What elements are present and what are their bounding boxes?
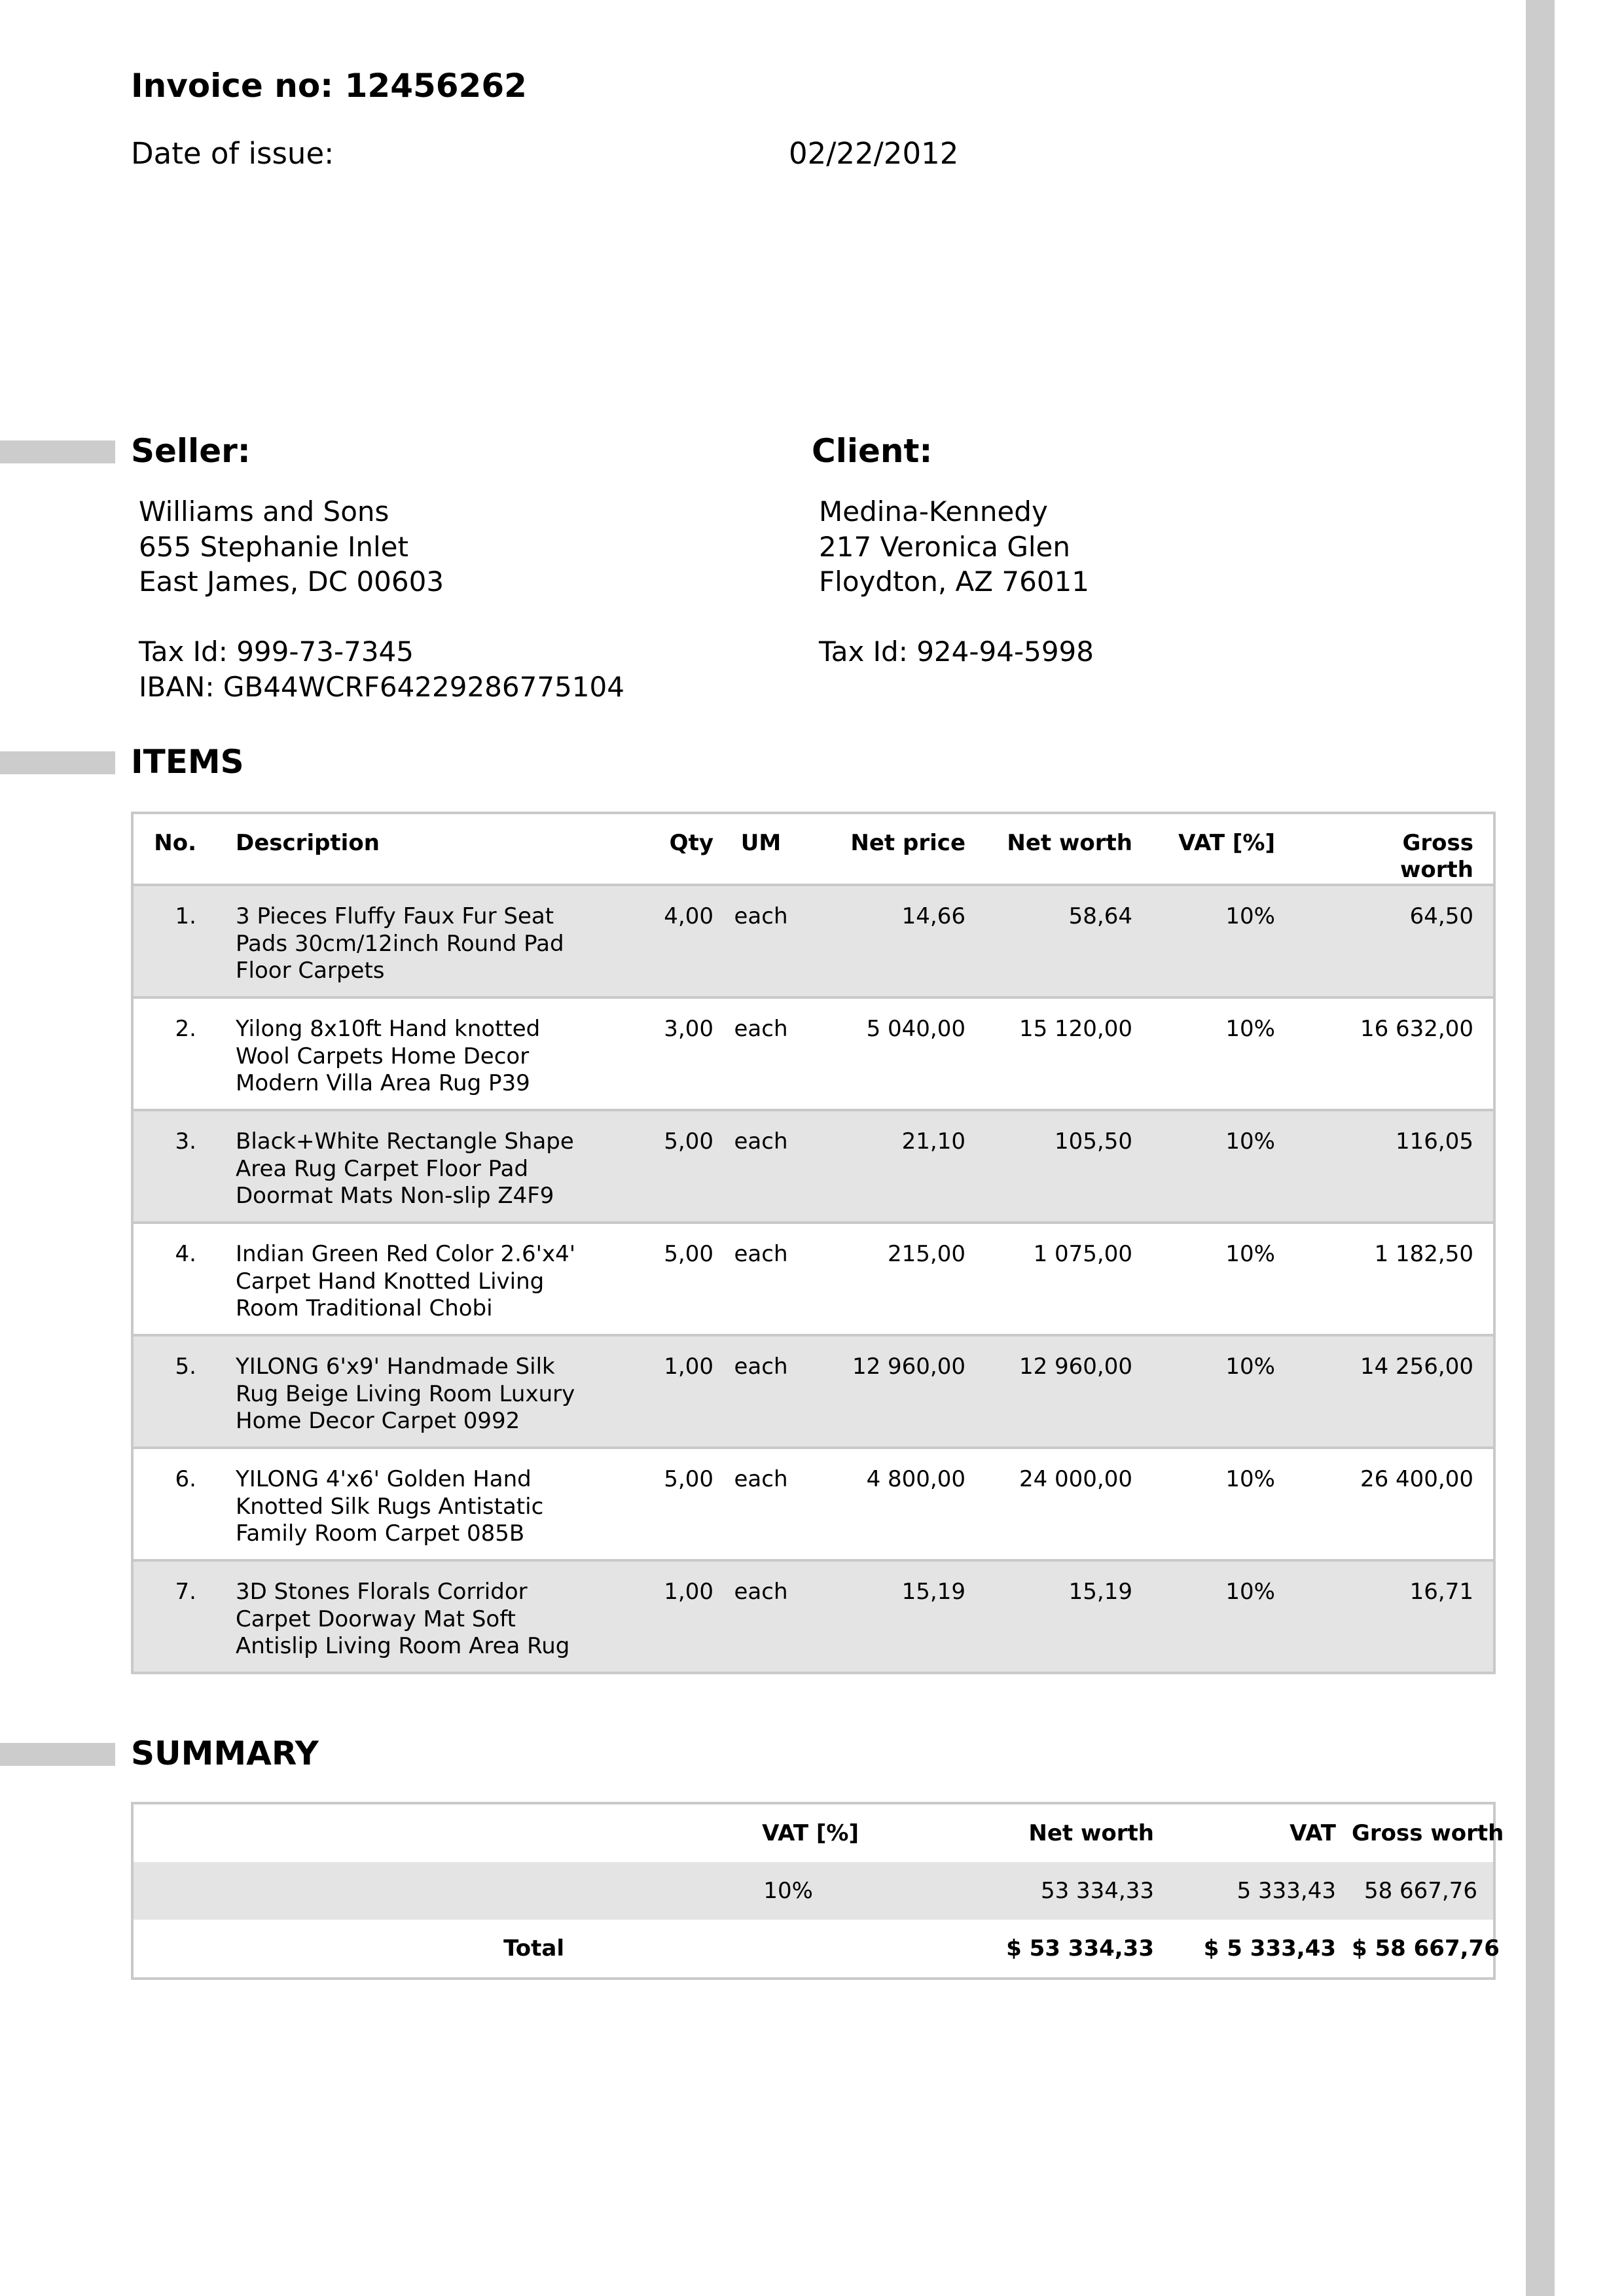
item-qty: 5,00: [664, 1241, 713, 1267]
client-name: Medina-Kennedy: [819, 495, 1048, 528]
summary-net-worth: 53 334,33: [1040, 1878, 1154, 1904]
item-description-line: Carpet Hand Knotted Living: [236, 1268, 545, 1295]
item-gross-worth: 14 256,00: [1360, 1354, 1473, 1380]
col-header-net-worth: Net worth: [1007, 830, 1132, 856]
item-net-price: 21,10: [901, 1128, 965, 1155]
item-vat: 10%: [1225, 1016, 1275, 1042]
summary-col-vat: VAT: [1290, 1820, 1336, 1846]
item-description-line: YILONG 4'x6' Golden Hand: [236, 1466, 532, 1492]
item-description-line: 3 Pieces Fluffy Faux Fur Seat: [236, 903, 554, 929]
item-net-worth: 58,64: [1068, 903, 1132, 929]
item-gross-worth: 1 182,50: [1374, 1241, 1473, 1267]
item-description: [216, 1110, 622, 1223]
item-vat: 10%: [1225, 903, 1275, 929]
item-vat: 10%: [1225, 1579, 1275, 1605]
item-description-line: Antislip Living Room Area Rug: [236, 1633, 570, 1659]
item-no: 7.: [175, 1579, 196, 1605]
item-vat: 10%: [1225, 1241, 1275, 1267]
client-address-line1: 217 Veronica Glen: [819, 530, 1071, 563]
item-description-line: 3D Stones Florals Corridor: [236, 1579, 528, 1605]
col-header-qty: Qty: [669, 830, 713, 856]
item-net-price: 15,19: [901, 1579, 965, 1605]
table-row: [132, 1560, 1494, 1673]
item-description-line: Black+White Rectangle Shape: [236, 1128, 574, 1155]
item-net-worth: 15 120,00: [1019, 1016, 1132, 1042]
item-net-price: 4 800,00: [866, 1466, 965, 1492]
item-no: 5.: [175, 1354, 196, 1380]
summary-vat: 5 333,43: [1236, 1878, 1336, 1904]
summary-total-gross-worth: $ 58 667,76: [1352, 1935, 1500, 1962]
items-heading: ITEMS: [131, 743, 244, 781]
item-description-line: Yilong 8x10ft Hand knotted: [236, 1016, 541, 1042]
table-row: [132, 1110, 1494, 1223]
item-net-worth: 24 000,00: [1019, 1466, 1132, 1492]
item-gross-worth: 64,50: [1409, 903, 1473, 929]
item-no: 2.: [175, 1016, 196, 1042]
summary-col-net-worth: Net worth: [1028, 1820, 1154, 1846]
table-row: [132, 1448, 1494, 1560]
items-section-marker: [0, 751, 115, 774]
item-description-line: Modern Villa Area Rug P39: [236, 1070, 530, 1096]
item-vat: 10%: [1225, 1128, 1275, 1155]
item-vat: 10%: [1225, 1466, 1275, 1492]
summary-gross-worth: 58 667,76: [1363, 1878, 1477, 1904]
item-qty: 1,00: [664, 1354, 713, 1380]
item-um: each: [734, 1128, 788, 1155]
col-header-gross-line2: worth: [1400, 857, 1473, 883]
item-vat: 10%: [1225, 1354, 1275, 1380]
items-table: [131, 812, 1496, 1674]
item-qty: 5,00: [664, 1128, 713, 1155]
item-description-line: Knotted Silk Rugs Antistatic: [236, 1493, 544, 1520]
summary-total-vat: $ 5 333,43: [1203, 1935, 1336, 1962]
item-qty: 3,00: [664, 1016, 713, 1042]
item-um: each: [734, 1466, 788, 1492]
seller-section-marker: [0, 440, 115, 463]
col-header-no: No.: [154, 830, 196, 856]
item-gross-worth: 26 400,00: [1360, 1466, 1473, 1492]
client-address-line2: Floydton, AZ 76011: [819, 565, 1089, 598]
item-net-worth: 15,19: [1068, 1579, 1132, 1605]
summary-col-gross-worth: Gross worth: [1352, 1820, 1504, 1846]
item-net-worth: 1 075,00: [1033, 1241, 1132, 1267]
item-no: 4.: [175, 1241, 196, 1267]
table-row: [132, 997, 1494, 1110]
seller-address-line1: 655 Stephanie Inlet: [139, 530, 408, 563]
item-description: [216, 1560, 622, 1673]
item-no: 1.: [175, 903, 196, 929]
item-no: 6.: [175, 1466, 196, 1492]
summary-total-row: [132, 1920, 1494, 1979]
item-description-line: Family Room Carpet 085B: [236, 1520, 525, 1547]
col-header-description: Description: [236, 830, 380, 856]
seller-tax-id: Tax Id: 999-73-7345: [139, 636, 414, 668]
summary-total-net-worth: $ 53 334,33: [1006, 1935, 1154, 1962]
item-description: [216, 885, 622, 997]
item-description-line: Indian Green Red Color 2.6'x4': [236, 1241, 576, 1267]
item-qty: 5,00: [664, 1466, 713, 1492]
summary-col-vat-rate: VAT [%]: [762, 1820, 859, 1846]
client-heading: Client:: [812, 432, 933, 470]
item-um: each: [734, 903, 788, 929]
item-gross-worth: 16,71: [1409, 1579, 1473, 1605]
summary-heading: SUMMARY: [131, 1734, 319, 1772]
item-net-worth: 105,50: [1055, 1128, 1132, 1155]
item-qty: 1,00: [664, 1579, 713, 1605]
client-tax-id: Tax Id: 924-94-5998: [819, 636, 1094, 668]
summary-vat-rate: 10%: [763, 1878, 813, 1904]
item-net-price: 5 040,00: [866, 1016, 965, 1042]
summary-header-row: [132, 1803, 1494, 1862]
item-um: each: [734, 1354, 788, 1380]
item-net-price: 14,66: [901, 903, 965, 929]
client-details: [819, 494, 1094, 670]
date-of-issue-value: 02/22/2012: [789, 136, 959, 171]
seller-name: Williams and Sons: [139, 495, 389, 528]
item-description-line: Floor Carpets: [236, 958, 385, 984]
item-description: [216, 1223, 622, 1335]
summary-table: [131, 1802, 1504, 1980]
item-gross-worth: 116,05: [1396, 1128, 1473, 1155]
table-row: [132, 885, 1494, 997]
seller-iban: IBAN: GB44WCRF64229286775104: [139, 670, 624, 703]
item-description-line: Area Rug Carpet Floor Pad: [236, 1155, 529, 1182]
item-um: each: [734, 1579, 788, 1605]
col-header-vat: VAT [%]: [1178, 830, 1275, 856]
table-row: [132, 1335, 1494, 1448]
seller-address-line2: East James, DC 00603: [139, 565, 444, 598]
col-header-um: UM: [740, 830, 782, 856]
item-description-line: Room Traditional Chobi: [236, 1295, 493, 1321]
item-description-line: Doormat Mats Non-slip Z4F9: [236, 1183, 554, 1209]
item-no: 3.: [175, 1128, 196, 1155]
summary-row: [132, 1862, 1494, 1920]
item-description-line: YILONG 6'x9' Handmade Silk: [236, 1354, 555, 1380]
table-row: [132, 1223, 1494, 1335]
item-gross-worth: 16 632,00: [1360, 1016, 1473, 1042]
item-description: [216, 1335, 622, 1448]
item-description-line: Rug Beige Living Room Luxury: [236, 1380, 575, 1407]
item-net-price: 12 960,00: [852, 1354, 965, 1380]
invoice-title-label: Invoice no:: [131, 67, 334, 105]
item-description: [216, 1448, 622, 1560]
item-um: each: [734, 1241, 788, 1267]
item-description-line: Carpet Doorway Mat Soft: [236, 1605, 516, 1632]
item-description: [216, 997, 622, 1110]
seller-heading: Seller:: [131, 432, 251, 470]
col-header-gross-line1: Gross: [1402, 830, 1473, 856]
item-net-price: 215,00: [888, 1241, 965, 1267]
summary-section-marker: [0, 1743, 115, 1766]
invoice-number: 12456262: [344, 67, 527, 105]
summary-total-label: Total: [503, 1935, 564, 1962]
item-um: each: [734, 1016, 788, 1042]
item-net-worth: 12 960,00: [1019, 1354, 1132, 1380]
col-header-net-price: Net price: [850, 830, 965, 856]
col-header-gross-worth: [1275, 813, 1494, 885]
items-header-row: [132, 813, 1494, 885]
seller-details: [139, 494, 624, 704]
right-edge-bar: [1526, 0, 1555, 2296]
item-description-line: Wool Carpets Home Decor: [236, 1043, 530, 1069]
date-of-issue-label: Date of issue:: [131, 136, 334, 171]
item-qty: 4,00: [664, 903, 713, 929]
item-description-line: Home Decor Carpet 0992: [236, 1408, 520, 1434]
invoice-title: [131, 67, 527, 105]
item-description-line: Pads 30cm/12inch Round Pad: [236, 930, 564, 957]
